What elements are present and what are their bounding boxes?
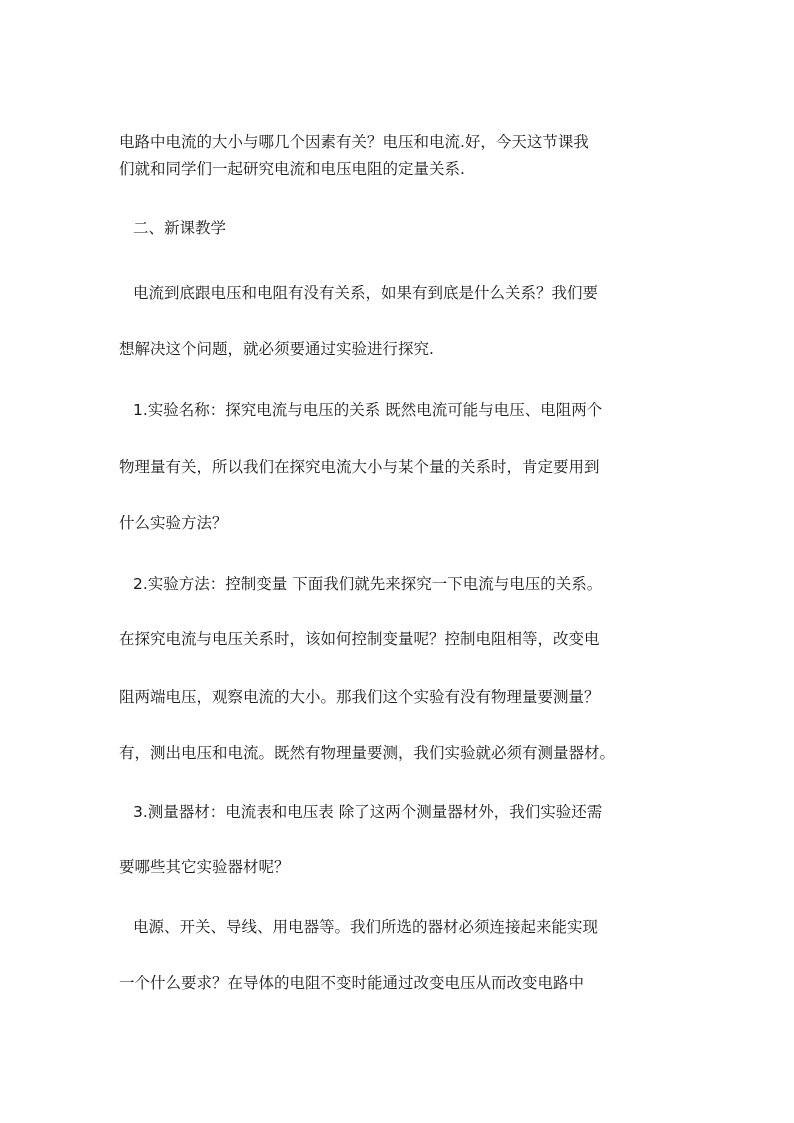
text-line-12: 有，测出电压和电流。既然有物理量要测，我们实验就必须有测量器材。 [119, 744, 616, 762]
text-line-2: 们就和同学们一起研究电流和电压电阻的定量关系. [119, 160, 465, 178]
text-line-1: 电路中电流的大小与哪几个因素有关？电压和电流.好，今天这节课我 [119, 133, 589, 151]
section-heading: 二、新课教学 [133, 219, 227, 237]
text-line-13: 3.测量器材：电流表和电压表 除了这两个测量器材外，我们实验还需 [133, 803, 603, 821]
text-line-7: 物理量有关，所以我们在探究电流大小与某个量的关系时，肯定要用到 [119, 458, 600, 476]
text-line-5: 想解决这个问题，就必须要通过实验进行探究. [119, 340, 434, 358]
text-line-16: 一个什么要求？在导体的电阻不变时能通过改变电压从而改变电路中 [119, 974, 585, 992]
text-line-4: 电流到底跟电压和电阻有没有关系，如果有到底是什么关系？我们要 [133, 284, 599, 302]
text-line-14: 要哪些其它实验器材呢？ [119, 858, 290, 876]
text-line-11: 阻两端电压，观察电流的大小。那我们这个实验有没有物理量要测量？ [119, 688, 600, 706]
text-line-10: 在探究电流与电压关系时，该如何控制变量呢？控制电阻相等，改变电 [119, 630, 600, 648]
text-line-8: 什么实验方法？ [119, 514, 228, 532]
text-line-9: 2.实验方法：控制变量 下面我们就先来探究一下电流与电压的关系。 [133, 575, 603, 593]
text-line-15: 电源、开关、导线、用电器等。我们所选的器材必须连接起来能实现 [133, 918, 599, 936]
text-line-6: 1.实验名称：探究电流与电压的关系 既然电流可能与电压、电阻两个 [133, 401, 603, 419]
